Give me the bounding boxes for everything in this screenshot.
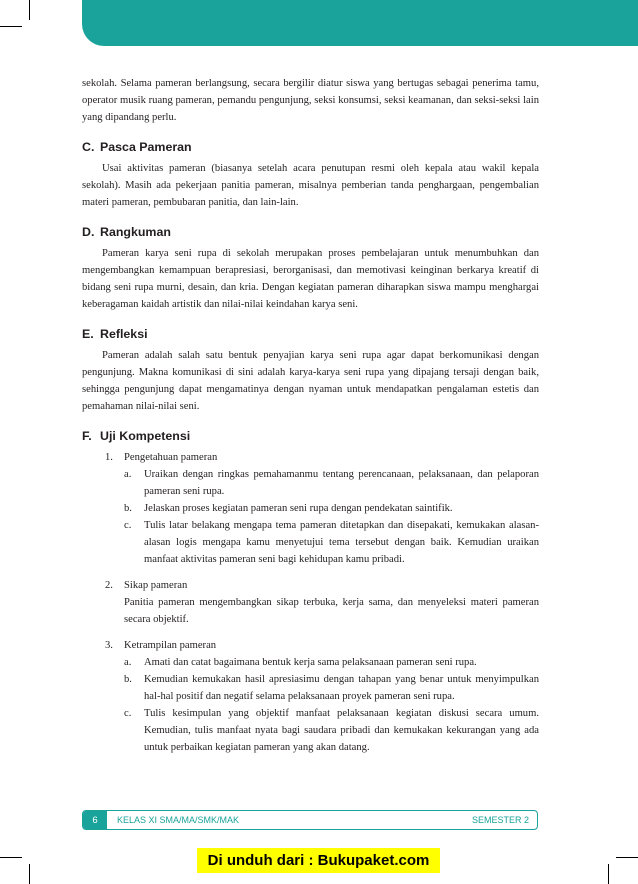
section-heading-f: [82, 429, 539, 443]
crop-mark: [616, 857, 638, 858]
item-title: Sikap pameran: [124, 580, 188, 591]
sub-list-item: [124, 654, 539, 671]
list-item: [82, 577, 539, 628]
section-title: Pasca Pameran: [100, 140, 192, 154]
section-heading-c: [82, 140, 539, 154]
section-body-c: Usai aktivitas pameran (biasanya setelah acara penutupan resmi oleh kepala atau wakil kepala sekolah). Masih ada pekerjaan panitia pameran, misalnya pemberian tanda penghargaan, pengembalian materi pameran, pembubaran panitia, dan lain-lain.: [82, 163, 539, 208]
header-band: [82, 0, 638, 46]
uji-kompetensi-list: [82, 449, 539, 756]
list-item: [82, 637, 539, 756]
crop-mark: [0, 26, 22, 27]
intro-paragraph: sekolah. Selama pameran berlangsung, secara bergilir diatur siswa yang bertugas sebagai penerima tamu, operator musik ruang pameran, pemandu pengunjung, seksi konsumsi, seksi keamanan, dan seksi-seksi lain yang dipandang perlu.: [82, 78, 539, 123]
section-letter: F.: [82, 429, 92, 443]
item-body: Panitia pameran mengembangkan sikap terbuka, kerja sama, dan menyeleksi materi pameran secara objektif.: [124, 597, 539, 625]
sub-item-label: a.: [124, 657, 132, 668]
section-letter: D.: [82, 225, 95, 239]
sub-list-item: [124, 671, 539, 705]
sub-item-label: b.: [124, 503, 132, 514]
sub-list-item: [124, 517, 539, 568]
item-number: 3.: [105, 640, 113, 651]
sub-list-item: [124, 705, 539, 756]
sub-list: [124, 654, 539, 756]
crop-mark: [608, 864, 609, 884]
list-item: [82, 449, 539, 568]
section-title: Rangkuman: [100, 225, 171, 239]
sub-item-label: a.: [124, 469, 132, 480]
section-title: Refleksi: [100, 327, 148, 341]
section-body-d: Pameran karya seni rupa di sekolah merupakan proses pembelajaran untuk menumbuhkan dan mengembangkan kemampuan berapresiasi, berorganisasi, dan memotivasi keinginan berkarya kreatif di bidang seni rupa murni, desain, dan kria. Dengan kegiatan pameran diharapkan siswa mampu menghargai keberagaman kaidah artistik dan nilai-nilai keindahan karya seni.: [82, 248, 539, 310]
sub-item-text: Jelaskan proses kegiatan pameran seni rupa dengan pendekatan saintifik.: [144, 503, 453, 514]
item-number: 1.: [105, 452, 113, 463]
section-body-e: Pameran adalah salah satu bentuk penyajian karya seni rupa agar dapat berkomunikasi dengan pengunjung. Makna komunikasi di sini adalah karya-karya seni rupa yang dipajang tersaji dengan baik, sehingga pengunjung dapat mengamatinya dengan nyaman untuk mendapatkan pengalaman estetis dan pemahaman nilai-nilai seni.: [82, 350, 539, 412]
section-letter: C.: [82, 140, 95, 154]
footer-class-label: KELAS XI SMA/MA/SMK/MAK: [117, 815, 240, 825]
crop-mark: [0, 857, 22, 858]
page-content: [82, 75, 539, 765]
page-footer: [82, 810, 538, 830]
crop-mark: [29, 0, 30, 20]
sub-item-label: c.: [124, 520, 132, 531]
sub-list-item: [124, 500, 539, 517]
sub-item-label: b.: [124, 674, 132, 685]
section-title: Uji Kompetensi: [100, 429, 191, 443]
footer-semester-label: SEMESTER 2: [471, 815, 529, 825]
item-title: Pengetahuan pameran: [124, 452, 218, 463]
sub-item-text: Uraikan dengan ringkas pemahamanmu tentang perencanaan, pelaksanaan, dan pelaporan pameran seni rupa.: [144, 469, 539, 497]
section-heading-d: [82, 225, 539, 239]
item-number: 2.: [105, 580, 113, 591]
sub-item-text: Amati dan catat bagaimana bentuk kerja sama pelaksanaan pameran seni rupa.: [144, 657, 477, 668]
section-letter: E.: [82, 327, 94, 341]
sub-item-text: Kemudian kemukakan hasil apresiasimu dengan tahapan yang benar untuk menyimpulkan hal-hal positif dan negatif selama pelaksanaan proyek pameran seni rupa.: [144, 674, 539, 702]
sub-item-text: Tulis latar belakang mengapa tema pameran ditetapkan dan disepakati, kemukakan alasan-alasan logis mengapa kamu menyetujui tema tersebut dengan baik. Kemudian uraikan manfaat aktivitas pameran seni bagi kehidupan kamu pribadi.: [144, 520, 539, 565]
crop-mark: [29, 864, 30, 884]
sub-item-label: c.: [124, 708, 132, 719]
item-title: Ketrampilan pameran: [124, 640, 217, 651]
sub-item-text: Tulis kesimpulan yang objektif manfaat pelaksanaan kegiatan diskusi secara umum. Kemudian, tulis manfaat nyata bagi saudara pribadi dan kemukakan kekurangan yang ada untuk perbaikan kegiatan pameran yang akan datang.: [144, 708, 539, 753]
page-number: 6: [83, 811, 107, 829]
section-heading-e: [82, 327, 539, 341]
download-banner: Di unduh dari : Bukupaket.com: [197, 848, 440, 873]
sub-list: [124, 466, 539, 568]
sub-list-item: [124, 466, 539, 500]
